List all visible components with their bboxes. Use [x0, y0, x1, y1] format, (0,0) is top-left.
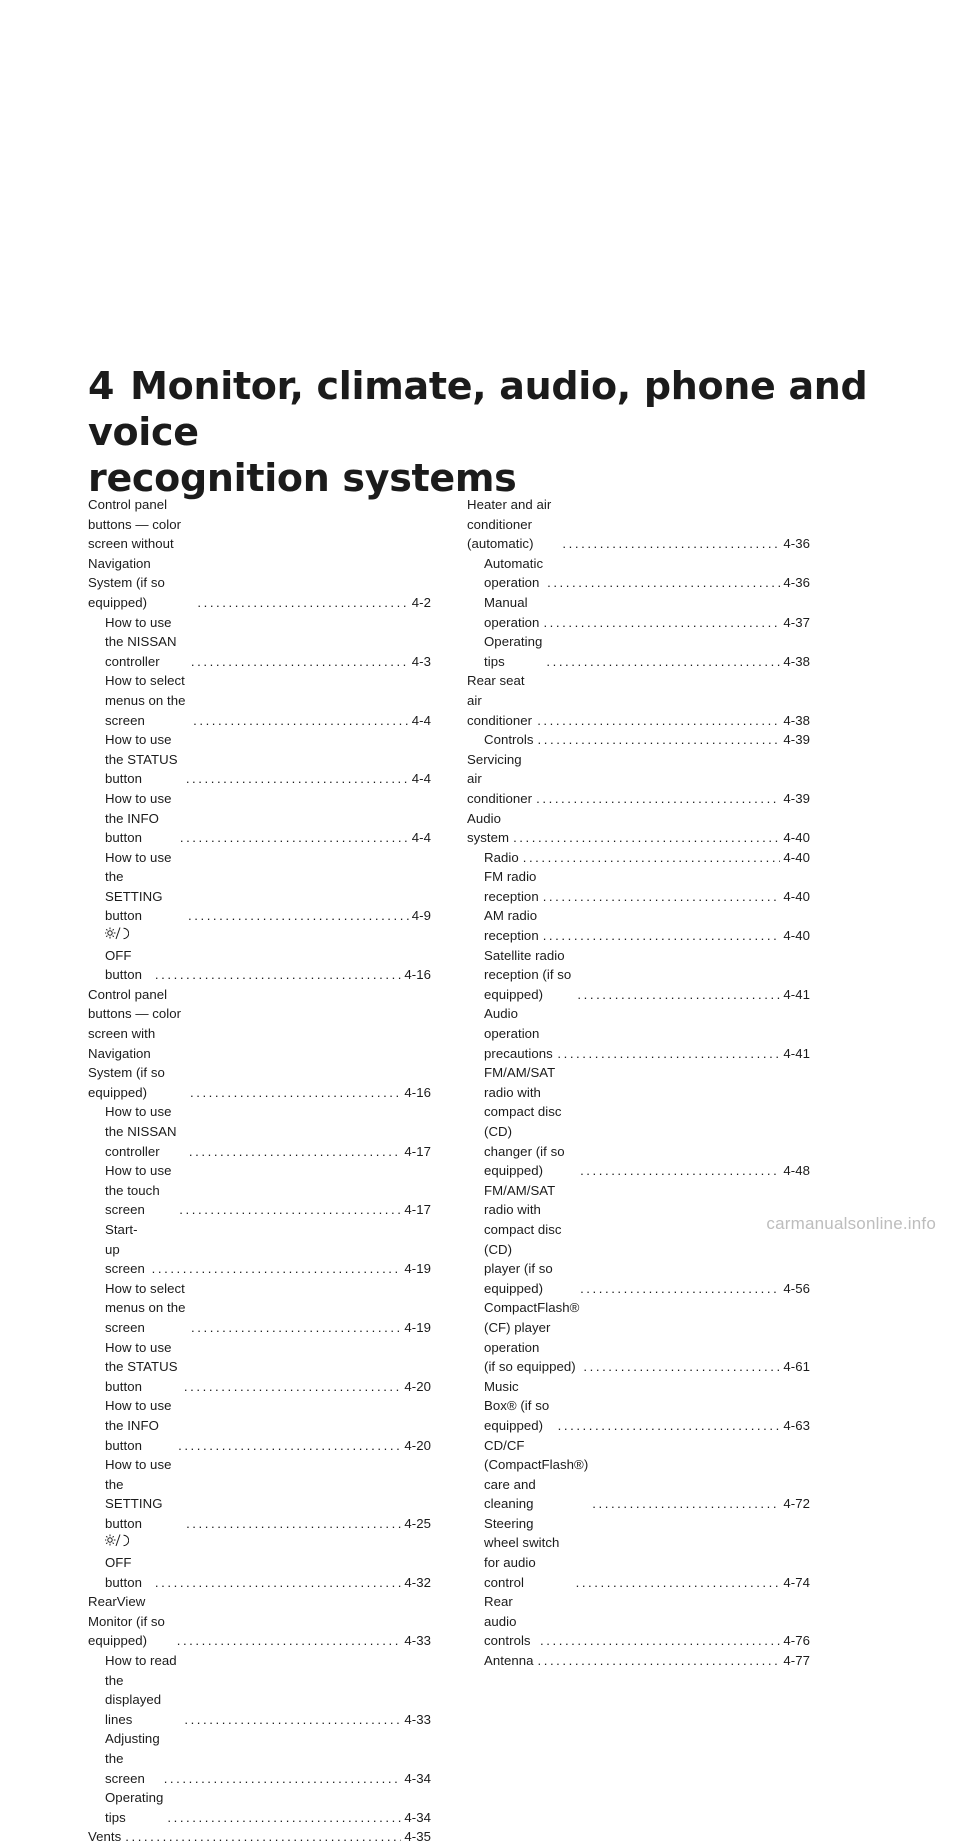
toc-entry-title-line: How to use the STATUS button — [105, 732, 178, 787]
toc-entry-title — [105, 1788, 163, 1827]
toc-subsection-entry — [467, 1063, 810, 1181]
toc-page-number: 4-17 — [404, 1143, 431, 1159]
toc-entry-title — [105, 1729, 160, 1788]
chapter-title-line-2: recognition systems — [88, 456, 517, 500]
dot-leader — [197, 593, 408, 613]
toc-entry-title-line: Vents — [88, 1829, 122, 1845]
toc-entry-title-line: Music Box® (if so equipped) — [484, 1378, 550, 1433]
toc-entry-title — [484, 554, 543, 593]
toc-entry-title-line: How to use the touch screen — [105, 1163, 172, 1218]
toc-entry-title-line: How to use the STATUS button — [105, 1339, 178, 1394]
toc-entry-title-line: FM/AM/SAT radio with compact disc (CD) — [484, 1182, 562, 1257]
toc-page-number: 4-36 — [783, 536, 810, 552]
toc-entry-title — [105, 730, 182, 789]
toc-entry-title-line: How to select menus on the screen — [105, 673, 186, 728]
toc-entry-title-line: Satellite radio reception (if so equipped) — [484, 947, 572, 1002]
toc-subsection-entry — [88, 1651, 431, 1729]
toc-entry-title-line: How to use the SETTING button — [105, 1457, 172, 1531]
toc-entry-title-line: FM/AM/SAT radio with compact disc (CD) — [484, 1065, 562, 1139]
toc-entry-title-line: OFF button — [105, 1555, 142, 1590]
toc-page-number: 4-74 — [783, 1574, 810, 1590]
toc-entry-title-line: How to read the displayed lines — [105, 1653, 177, 1727]
toc-subsection-entry — [467, 554, 810, 593]
toc-entry-title — [484, 1592, 536, 1651]
dot-leader — [191, 1318, 401, 1338]
toc-right-column — [467, 495, 810, 1671]
toc-section-entry — [467, 750, 810, 809]
toc-section-entry — [88, 1827, 431, 1847]
dot-leader — [164, 1769, 402, 1789]
toc-entry-title-line: Navigation System (if so equipped) — [88, 555, 165, 610]
toc-page-number: 4-20 — [404, 1378, 431, 1394]
toc-entry-title — [105, 1338, 180, 1397]
toc-entry-title-line: Start-up screen — [105, 1221, 145, 1277]
toc-entry-title-line: How to use the NISSAN controller — [105, 1104, 177, 1159]
toc-entry-title — [484, 946, 573, 1005]
chapter-title — [88, 363, 888, 501]
toc-subsection-entry — [88, 1533, 431, 1592]
toc-entry-title — [484, 632, 542, 671]
toc-entry-title — [484, 1514, 572, 1592]
dot-leader — [576, 1573, 781, 1593]
toc-page-number: 4-76 — [783, 1633, 810, 1649]
toc-entry-title — [484, 593, 539, 632]
toc-entry-title-line: Rear seat air conditioner — [467, 673, 533, 728]
toc-subsection-entry — [88, 1455, 431, 1533]
toc-page-number: 4-40 — [783, 888, 810, 904]
toc-entry-title — [484, 848, 519, 868]
dot-leader — [184, 1710, 401, 1730]
toc-entry-title — [88, 985, 186, 1103]
toc-entry-title — [105, 1396, 174, 1455]
toc-page-number: 4-3 — [411, 653, 431, 669]
toc-entry-title-line: Rear audio controls — [484, 1594, 531, 1649]
toc-page-number: 4-39 — [783, 732, 810, 748]
toc-page-number: 4-2 — [411, 594, 431, 610]
toc-entry-title-line: Automatic operation — [484, 555, 544, 591]
toc-page-number: 4-9 — [411, 908, 431, 924]
toc-entry-title-line: Servicing air conditioner — [467, 751, 533, 806]
toc-entry-title — [484, 1436, 588, 1514]
toc-section-entry — [467, 809, 810, 848]
dot-leader — [543, 926, 781, 946]
toc-entry-title-line: Heater and air conditioner (automatic) — [467, 497, 552, 552]
toc-page-number: 4-41 — [783, 986, 810, 1002]
toc-page-number: 4-33 — [404, 1711, 431, 1727]
dot-leader — [155, 965, 401, 985]
toc-entry-title — [467, 750, 532, 809]
toc-entry-title-line: changer (if so equipped) — [484, 1143, 565, 1179]
toc-entry-title — [88, 495, 193, 613]
dot-leader — [592, 1494, 780, 1514]
chapter-number: 4 — [88, 364, 115, 408]
toc-entry-title — [105, 926, 151, 985]
toc-entry-title — [88, 1592, 173, 1651]
dot-leader — [186, 1514, 401, 1534]
toc-section-entry — [467, 671, 810, 730]
dot-leader — [189, 1142, 401, 1162]
dot-leader — [577, 985, 780, 1005]
toc-subsection-entry — [467, 848, 810, 868]
toc-subsection-entry — [467, 1592, 810, 1651]
toc-section-entry — [88, 985, 431, 1103]
toc-subsection-entry — [88, 613, 431, 672]
toc-page-number: 4-17 — [404, 1202, 431, 1218]
toc-page-number: 4-37 — [783, 614, 810, 630]
toc-entry-title-line: Operating tips — [484, 634, 543, 669]
toc-entry-title — [467, 809, 509, 848]
toc-entry-title — [105, 789, 176, 848]
dot-leader — [190, 1083, 401, 1103]
dot-leader — [523, 848, 781, 868]
toc-page-number: 4-77 — [783, 1653, 810, 1669]
toc-entry-title — [467, 671, 533, 730]
dot-leader — [177, 1631, 402, 1651]
toc-entry-title-line: Control panel buttons — color screen without — [88, 497, 182, 552]
toc-page-number: 4-34 — [404, 1770, 431, 1786]
toc-entry-title — [88, 1827, 121, 1847]
watermark: carmanualsonline.info — [766, 1214, 936, 1233]
toc-entry-title — [105, 1220, 148, 1279]
toc-entry-title — [484, 1377, 554, 1436]
toc-entry-title — [105, 1102, 185, 1161]
toc-entry-title-line: Audio system — [467, 810, 510, 846]
toc-entry-title — [105, 1279, 187, 1338]
toc-entry-title — [484, 906, 539, 945]
toc-entry-title — [484, 1651, 533, 1671]
toc-entry-title-line: Control panel buttons — color screen with — [88, 986, 182, 1042]
toc-entry-title — [484, 1004, 553, 1063]
toc-subsection-entry — [88, 926, 431, 985]
toc-page-number: 4-4 — [411, 771, 431, 787]
dot-leader — [543, 887, 781, 907]
toc-page-number: 4-40 — [783, 830, 810, 846]
dot-leader — [152, 1259, 402, 1279]
toc-page-number: 4-32 — [404, 1574, 431, 1590]
toc-page-number: 4-56 — [783, 1280, 810, 1296]
toc-subsection-entry — [467, 1651, 810, 1671]
toc-page-number: 4-35 — [404, 1829, 431, 1845]
toc-entry-title-line: AM radio reception — [484, 908, 539, 944]
toc-subsection-entry — [467, 730, 810, 750]
toc-page-number: 4-38 — [783, 712, 810, 728]
dot-leader — [558, 1416, 781, 1436]
dot-leader — [193, 711, 409, 731]
dot-leader — [536, 789, 780, 809]
toc-entry-title-line: Radio — [484, 849, 519, 865]
dot-leader — [513, 828, 780, 848]
toc-page-number: 4-40 — [783, 849, 810, 865]
toc-page-number: 4-16 — [404, 1084, 431, 1100]
toc-entry-title — [105, 1533, 151, 1592]
toc-entry-title-line: Adjusting the screen — [105, 1731, 160, 1786]
toc-page-number: 4-41 — [783, 1045, 810, 1061]
dot-leader — [557, 1044, 780, 1064]
toc-subsection-entry — [467, 1298, 810, 1376]
toc-left-column — [88, 495, 431, 1847]
sun-moon-icon — [105, 1534, 129, 1548]
toc-subsection-entry — [467, 1514, 810, 1592]
dot-leader — [537, 711, 780, 731]
toc-subsection-entry — [467, 867, 810, 906]
dot-leader — [580, 1161, 780, 1181]
dot-leader — [543, 613, 780, 633]
dot-leader — [155, 1573, 401, 1593]
toc-entry-title — [484, 1063, 576, 1181]
dot-leader — [180, 828, 409, 848]
dot-leader — [546, 652, 780, 672]
toc-page-number: 4-34 — [404, 1809, 431, 1825]
toc-entry-title-line: Navigation System (if so equipped) — [88, 1045, 165, 1100]
toc-entry-title — [105, 848, 184, 926]
toc-subsection-entry — [88, 1102, 431, 1161]
toc-subsection-entry — [88, 1788, 431, 1827]
toc-subsection-entry — [88, 730, 431, 789]
toc-page-number: 4-4 — [411, 712, 431, 728]
toc-section-entry — [88, 1592, 431, 1651]
toc-page-number: 4-61 — [783, 1359, 810, 1375]
toc-subsection-entry — [88, 1220, 431, 1279]
toc-entry-title — [484, 730, 534, 750]
dot-leader — [125, 1827, 401, 1847]
dot-leader — [580, 1279, 780, 1299]
dot-leader — [583, 1357, 780, 1377]
toc-page-number: 4-39 — [783, 790, 810, 806]
toc-page-number: 4-48 — [783, 1163, 810, 1179]
toc-subsection-entry — [88, 1338, 431, 1397]
toc-page-number: 4-36 — [783, 575, 810, 591]
toc-subsection-entry — [467, 593, 810, 632]
dot-leader — [184, 1377, 401, 1397]
toc-entry-title — [105, 671, 189, 730]
toc-entry-title-line: How to use the NISSAN controller — [105, 614, 177, 669]
toc-page-number: 4-33 — [404, 1633, 431, 1649]
toc-entry-title-line: How to use the SETTING button — [105, 849, 172, 924]
toc-subsection-entry — [88, 1279, 431, 1338]
toc-entry-title-line: (if so equipped) — [484, 1359, 576, 1375]
toc-entry-title — [467, 495, 558, 554]
dot-leader — [186, 769, 409, 789]
toc-subsection-entry — [467, 1377, 810, 1436]
toc-entry-title-line: Controls — [484, 732, 534, 748]
dot-leader — [188, 906, 409, 926]
toc-entry-title-line: Manual operation — [484, 594, 540, 630]
toc-entry-title-line: player (if so equipped) — [484, 1261, 553, 1296]
toc-entry-title-line: OFF button — [105, 947, 142, 983]
toc-page-number: 4-63 — [783, 1417, 810, 1433]
toc-subsection-entry — [467, 632, 810, 671]
toc-page-number: 4-19 — [404, 1261, 431, 1277]
chapter-title-line-1: Monitor, climate, audio, phone and voice — [88, 364, 868, 454]
toc-page-number: 4-40 — [783, 928, 810, 944]
toc-entry-title-line: CompactFlash® (CF) player operation — [484, 1300, 580, 1355]
toc-page-number: 4-4 — [411, 830, 431, 846]
toc-subsection-entry — [467, 1436, 810, 1514]
toc-entry-title-line: FM radio reception — [484, 869, 539, 904]
toc-page-number: 4-25 — [404, 1515, 431, 1531]
toc-subsection-entry — [88, 671, 431, 730]
toc-entry-title-line: How to use the INFO button — [105, 790, 172, 846]
toc-subsection-entry — [88, 789, 431, 848]
toc-entry-title — [105, 1161, 175, 1220]
toc-entry-title-line: RearView Monitor (if so equipped) — [88, 1594, 165, 1649]
dot-leader — [178, 1436, 401, 1456]
toc-entry-title — [484, 1298, 579, 1376]
toc-entry-title-line: CD/CF (CompactFlash®) care and cleaning — [484, 1437, 589, 1512]
dot-leader — [167, 1808, 401, 1828]
toc-section-entry — [88, 495, 431, 613]
dot-leader — [179, 1200, 401, 1220]
toc-subsection-entry — [88, 1161, 431, 1220]
toc-page-number: 4-20 — [404, 1437, 431, 1453]
toc-page-number: 4-72 — [783, 1496, 810, 1512]
toc-subsection-entry — [467, 1181, 810, 1299]
toc-page-number: 4-19 — [404, 1319, 431, 1335]
toc-entry-title — [105, 1455, 182, 1533]
toc-subsection-entry — [88, 1729, 431, 1788]
dot-leader — [540, 1631, 780, 1651]
toc-subsection-entry — [467, 1004, 810, 1063]
toc-page-number: 4-38 — [783, 653, 810, 669]
toc-entry-title-line: How to select menus on the screen — [105, 1280, 186, 1335]
toc-entry-title-line: Steering wheel switch for audio control — [484, 1515, 560, 1590]
sun-moon-icon — [105, 927, 129, 941]
dot-leader — [547, 573, 780, 593]
toc-subsection-entry — [88, 1396, 431, 1455]
toc-entry-title-line: Operating tips — [105, 1790, 164, 1825]
dot-leader — [538, 730, 781, 750]
toc-entry-title-line: Antenna — [484, 1653, 534, 1669]
toc-entry-title-line: How to use the INFO button — [105, 1398, 172, 1453]
toc-entry-title-line: Audio operation precautions — [484, 1006, 553, 1061]
toc-entry-title — [484, 867, 539, 906]
dot-leader — [562, 534, 780, 554]
toc-subsection-entry — [88, 848, 431, 926]
toc-entry-title — [105, 1651, 180, 1729]
toc-entry-title — [105, 613, 187, 672]
toc-page-number: 4-16 — [404, 967, 431, 983]
dot-leader — [191, 652, 409, 672]
toc-section-entry — [467, 495, 810, 554]
dot-leader — [537, 1651, 780, 1671]
toc-subsection-entry — [467, 946, 810, 1005]
toc-entry-title — [484, 1181, 576, 1299]
toc-subsection-entry — [467, 906, 810, 945]
